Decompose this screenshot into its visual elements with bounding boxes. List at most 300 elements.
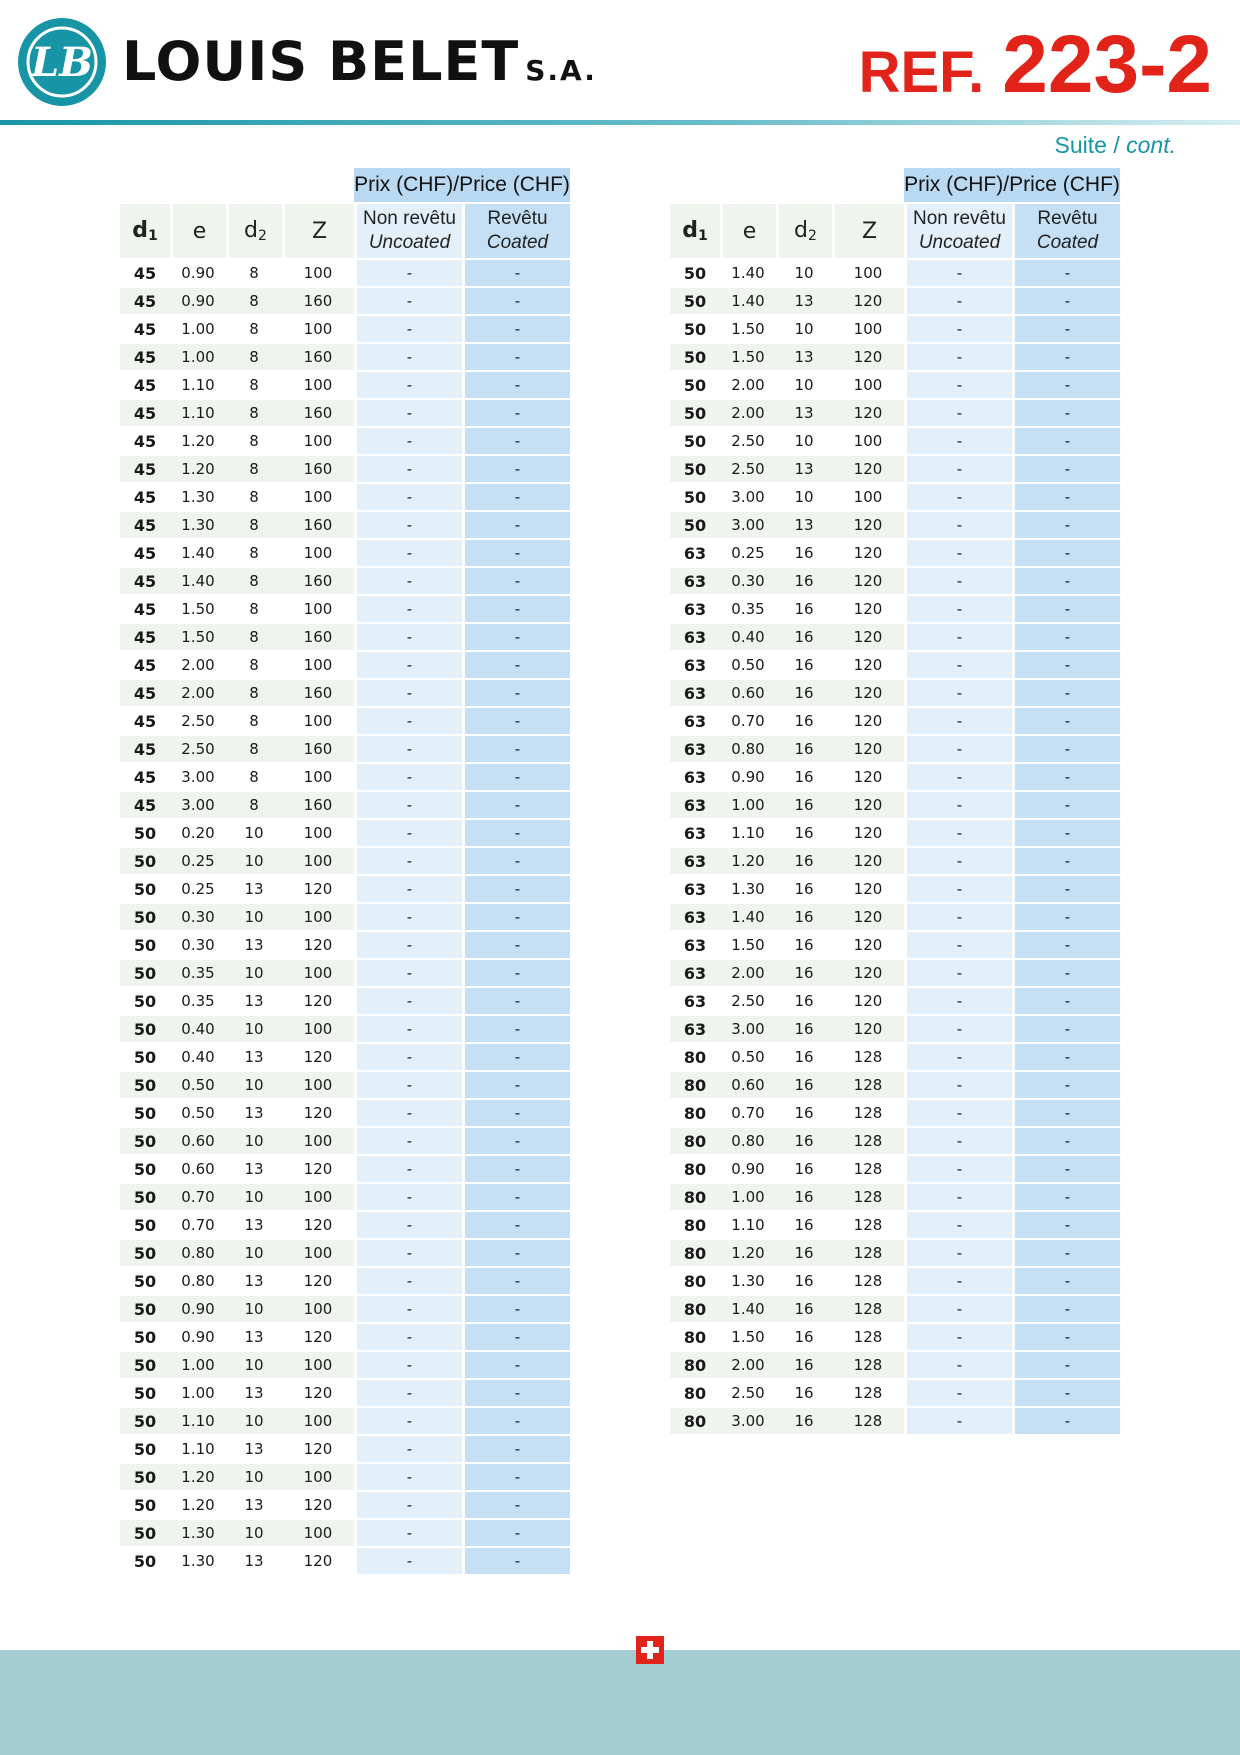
cell-d1: 63 [670,1016,720,1044]
cell-price-coated: - [462,1268,570,1296]
table-row [670,624,1120,652]
cell-d1: 45 [120,372,170,400]
cell-price-coated: - [462,568,570,596]
cell-z: 100 [282,596,354,624]
cell-d2: 13 [776,288,832,316]
col-e-header: e [720,204,776,260]
cell-d2: 13 [226,1044,282,1072]
cell-z: 100 [282,1128,354,1156]
col-d1-header: $d_1$ [120,204,170,260]
cell-z: 120 [282,1548,354,1576]
cell-price-uncoated: - [904,260,1012,288]
table-row [670,960,1120,988]
cell-d2: 10 [226,1240,282,1268]
table-row [120,1296,570,1324]
brand-name-text: LOUIS BELET [122,30,520,93]
table-row [120,876,570,904]
table-row [670,288,1120,316]
cell-price-coated: - [462,1128,570,1156]
cell-z: 120 [282,1436,354,1464]
col-d2-header: $d_2$ [776,204,832,260]
cell-d2: 10 [776,260,832,288]
cell-d1: 50 [120,1464,170,1492]
cell-e: 1.30 [170,1548,226,1576]
cell-e: 0.50 [170,1072,226,1100]
cell-d1: 45 [120,596,170,624]
cell-e: 1.20 [720,848,776,876]
cell-z: 100 [832,484,904,512]
cell-price-uncoated: - [354,1184,462,1212]
cell-z: 120 [282,1492,354,1520]
continued-label [1055,132,1176,159]
table-row [120,372,570,400]
cell-d1: 50 [120,1072,170,1100]
cell-d2: 16 [776,680,832,708]
cell-e: 1.10 [170,372,226,400]
cell-price-coated: - [1012,1268,1120,1296]
cell-e: 1.00 [170,316,226,344]
cell-e: 1.30 [170,512,226,540]
cell-d2: 16 [776,1296,832,1324]
cell-d1: 63 [670,960,720,988]
cell-e: 1.20 [170,1464,226,1492]
cell-d1: 80 [670,1044,720,1072]
table-row [670,568,1120,596]
cell-z: 120 [832,876,904,904]
table-row [670,1268,1120,1296]
cell-e: 0.25 [170,876,226,904]
cell-z: 120 [832,624,904,652]
cell-e: 0.60 [170,1156,226,1184]
cell-d2: 8 [226,764,282,792]
cell-price-uncoated: - [354,540,462,568]
cell-price-uncoated: - [904,400,1012,428]
cell-d1: 80 [670,1240,720,1268]
price-table-right [670,168,1120,1436]
cell-price-uncoated: - [354,1520,462,1548]
table-row [670,820,1120,848]
louis-belet-logo-icon [18,18,106,106]
cell-price-uncoated: - [354,652,462,680]
cell-price-coated: - [462,316,570,344]
header-divider [0,120,1240,125]
cell-e: 0.90 [720,1156,776,1184]
cell-d1: 50 [120,1156,170,1184]
cell-e: 1.00 [170,344,226,372]
cell-z: 100 [282,652,354,680]
cell-d1: 80 [670,1380,720,1408]
cell-e: 0.30 [170,904,226,932]
cell-d1: 45 [120,344,170,372]
cell-z: 100 [282,1520,354,1548]
cell-d1: 45 [120,456,170,484]
cell-e: 0.35 [170,960,226,988]
cell-price-coated: - [1012,960,1120,988]
table-row [670,512,1120,540]
table-row [670,1352,1120,1380]
cell-e: 0.80 [720,736,776,764]
cell-e: 3.00 [720,1016,776,1044]
cell-price-coated: - [1012,260,1120,288]
table-row [670,876,1120,904]
cell-price-uncoated: - [904,764,1012,792]
cell-d1: 50 [670,400,720,428]
cell-d1: 80 [670,1352,720,1380]
cell-d2: 13 [226,1268,282,1296]
cell-d1: 50 [120,1212,170,1240]
cell-price-uncoated: - [354,1464,462,1492]
cell-e: 0.60 [720,1072,776,1100]
cell-price-uncoated: - [354,512,462,540]
cell-d2: 8 [226,652,282,680]
cell-price-coated: - [1012,484,1120,512]
cell-d1: 50 [120,1492,170,1520]
col-e-header: e [170,204,226,260]
cell-price-coated: - [1012,344,1120,372]
cell-z: 120 [832,932,904,960]
cell-price-coated: - [462,1436,570,1464]
cell-d2: 10 [226,1016,282,1044]
cell-price-coated: - [462,960,570,988]
logo-monogram: LB [31,39,93,86]
cell-price-uncoated: - [904,1380,1012,1408]
cell-price-coated: - [462,1464,570,1492]
cell-price-coated: - [1012,1212,1120,1240]
table-row [120,568,570,596]
table-row [120,400,570,428]
cell-d1: 50 [120,1324,170,1352]
header-spacer [670,168,904,204]
cell-price-uncoated: - [354,680,462,708]
cell-price-coated: - [462,288,570,316]
table-row [120,680,570,708]
cell-z: 120 [282,988,354,1016]
cell-d1: 50 [120,988,170,1016]
cell-e: 1.50 [170,624,226,652]
cell-z: 160 [282,512,354,540]
cell-e: 0.50 [720,1044,776,1072]
cell-z: 128 [832,1128,904,1156]
cell-price-coated: - [462,1296,570,1324]
cell-d1: 63 [670,988,720,1016]
cell-price-coated: - [462,680,570,708]
cell-d1: 63 [670,680,720,708]
cell-price-uncoated: - [904,1352,1012,1380]
cell-e: 1.40 [720,1296,776,1324]
col-coated-header: Revêtu Coated [1012,204,1120,260]
cell-e: 3.00 [720,484,776,512]
cell-price-coated: - [462,792,570,820]
table-row [670,792,1120,820]
cell-price-uncoated: - [904,1016,1012,1044]
cell-price-coated: - [462,428,570,456]
cell-d1: 45 [120,680,170,708]
cell-d2: 13 [226,1156,282,1184]
cell-d1: 63 [670,568,720,596]
cell-price-uncoated: - [904,1240,1012,1268]
cell-z: 100 [832,260,904,288]
cell-z: 100 [282,764,354,792]
cell-price-coated: - [462,624,570,652]
cell-d1: 45 [120,708,170,736]
cell-d2: 13 [776,456,832,484]
table-row [670,1044,1120,1072]
cell-d1: 50 [670,456,720,484]
cell-price-coated: - [462,1492,570,1520]
cell-e: 2.50 [720,1380,776,1408]
cell-e: 1.10 [720,1212,776,1240]
cell-d2: 16 [776,848,832,876]
cell-price-coated: - [1012,932,1120,960]
cell-z: 128 [832,1184,904,1212]
reference-number [859,18,1212,112]
cell-z: 160 [282,344,354,372]
cell-z: 160 [282,568,354,596]
table-row [670,1240,1120,1268]
cell-price-coated: - [1012,1408,1120,1436]
cell-d1: 50 [120,904,170,932]
cell-z: 100 [282,820,354,848]
cell-z: 100 [282,540,354,568]
cell-d2: 16 [776,820,832,848]
cell-z: 160 [282,624,354,652]
table-row [670,1184,1120,1212]
cell-e: 0.35 [720,596,776,624]
table-row [670,484,1120,512]
cell-d2: 16 [776,1128,832,1156]
cell-z: 100 [832,316,904,344]
cell-d2: 10 [776,428,832,456]
cell-price-coated: - [1012,1184,1120,1212]
cell-z: 100 [282,428,354,456]
table-row [120,1128,570,1156]
cell-z: 100 [282,960,354,988]
col-z-header: Z [832,204,904,260]
cell-price-uncoated: - [354,1156,462,1184]
cell-d2: 8 [226,624,282,652]
table-row [670,428,1120,456]
cell-d2: 10 [776,316,832,344]
cell-d2: 8 [226,484,282,512]
cell-d1: 50 [120,1128,170,1156]
cell-price-coated: - [462,932,570,960]
cell-d2: 13 [226,1100,282,1128]
cell-price-coated: - [1012,904,1120,932]
cell-e: 2.00 [720,372,776,400]
table-body-right [670,260,1120,1436]
cell-d2: 8 [226,372,282,400]
cell-d1: 63 [670,764,720,792]
cell-e: 0.70 [720,708,776,736]
cell-d2: 8 [226,568,282,596]
cell-e: 2.50 [720,428,776,456]
table-row [120,1380,570,1408]
cell-d2: 10 [226,1520,282,1548]
cell-price-uncoated: - [904,1268,1012,1296]
cell-price-uncoated: - [354,904,462,932]
cell-d1: 50 [120,1352,170,1380]
cell-z: 120 [832,960,904,988]
cell-price-coated: - [1012,1380,1120,1408]
cell-e: 0.50 [720,652,776,680]
cell-price-coated: - [462,1352,570,1380]
cell-d2: 13 [226,1436,282,1464]
col-z-header: Z [282,204,354,260]
cell-d2: 10 [226,1352,282,1380]
cell-d1: 80 [670,1072,720,1100]
ref-label: REF. [858,40,985,105]
table-row [120,1044,570,1072]
cell-price-coated: - [462,876,570,904]
cell-e: 1.00 [720,1184,776,1212]
cell-d1: 63 [670,652,720,680]
cell-price-uncoated: - [354,1324,462,1352]
cell-price-coated: - [1012,792,1120,820]
cell-d2: 16 [776,1212,832,1240]
table-row [120,1492,570,1520]
table-row [120,960,570,988]
table-row [670,708,1120,736]
cell-d2: 10 [226,960,282,988]
cell-e: 0.60 [170,1128,226,1156]
cell-z: 120 [832,904,904,932]
cell-d2: 16 [776,1044,832,1072]
cell-price-coated: - [462,596,570,624]
cell-d2: 13 [776,512,832,540]
cell-e: 1.40 [170,568,226,596]
cell-d2: 8 [226,316,282,344]
cell-e: 0.30 [170,932,226,960]
cell-price-coated: - [1012,764,1120,792]
cell-e: 3.00 [720,512,776,540]
cell-price-coated: - [462,1548,570,1576]
cell-d1: 50 [120,1408,170,1436]
cell-price-coated: - [462,400,570,428]
cell-price-uncoated: - [904,344,1012,372]
table-row [670,680,1120,708]
cell-d2: 13 [226,1548,282,1576]
cell-d2: 8 [226,260,282,288]
cell-price-coated: - [462,1072,570,1100]
table-row [120,708,570,736]
cell-d2: 8 [226,792,282,820]
cell-price-coated: - [1012,988,1120,1016]
cell-e: 0.20 [170,820,226,848]
cell-price-coated: - [462,1156,570,1184]
cell-e: 0.50 [170,1100,226,1128]
cell-d1: 50 [670,512,720,540]
cell-price-uncoated: - [904,792,1012,820]
cell-e: 0.80 [170,1268,226,1296]
cell-e: 1.10 [170,1436,226,1464]
cell-d2: 13 [226,1324,282,1352]
cell-d2: 10 [226,904,282,932]
cell-price-coated: - [1012,652,1120,680]
cell-d2: 16 [776,1156,832,1184]
table-row [120,1464,570,1492]
table-row [120,736,570,764]
price-group-header: Prix (CHF)/Price (CHF) [904,168,1120,204]
cell-price-uncoated: - [904,1184,1012,1212]
cell-d1: 45 [120,652,170,680]
cell-z: 120 [832,288,904,316]
cell-price-coated: - [462,904,570,932]
cell-d2: 10 [226,1072,282,1100]
cell-d1: 50 [120,932,170,960]
table-row [670,372,1120,400]
cell-d2: 10 [226,848,282,876]
cell-price-uncoated: - [354,344,462,372]
cell-price-coated: - [462,1184,570,1212]
cell-z: 120 [282,1212,354,1240]
cell-price-coated: - [1012,540,1120,568]
table-row [120,988,570,1016]
cell-z: 120 [832,512,904,540]
cell-price-uncoated: - [354,288,462,316]
cell-price-uncoated: - [354,1436,462,1464]
cell-d1: 50 [120,848,170,876]
cell-z: 100 [282,1464,354,1492]
cell-d1: 80 [670,1268,720,1296]
cell-z: 100 [282,1240,354,1268]
cell-d1: 45 [120,512,170,540]
cell-e: 1.20 [170,456,226,484]
cell-d2: 8 [226,428,282,456]
cell-z: 120 [832,596,904,624]
cell-d2: 10 [776,372,832,400]
cell-d2: 16 [776,1072,832,1100]
cell-price-coated: - [1012,624,1120,652]
cell-d1: 50 [120,1016,170,1044]
cell-d2: 8 [226,540,282,568]
cell-price-uncoated: - [354,1100,462,1128]
cell-price-coated: - [462,456,570,484]
cell-d2: 16 [776,932,832,960]
page-footer-band [0,1650,1240,1755]
cell-d1: 50 [120,1436,170,1464]
cell-d1: 45 [120,568,170,596]
cell-d2: 16 [776,1268,832,1296]
cell-d2: 8 [226,456,282,484]
cell-e: 0.40 [720,624,776,652]
cell-price-coated: - [1012,1240,1120,1268]
cell-e: 0.90 [170,260,226,288]
cell-z: 128 [832,1212,904,1240]
cell-d2: 13 [226,932,282,960]
cell-d2: 16 [776,652,832,680]
cell-d2: 16 [776,876,832,904]
cell-e: 1.30 [170,1520,226,1548]
table-row [120,1100,570,1128]
table-row [120,1268,570,1296]
ref-number: 223-2 [1002,19,1212,110]
cell-e: 3.00 [720,1408,776,1436]
cell-e: 0.70 [170,1184,226,1212]
table-row [120,260,570,288]
cell-d2: 10 [776,484,832,512]
cell-price-uncoated: - [904,428,1012,456]
cell-price-coated: - [462,540,570,568]
cell-z: 128 [832,1044,904,1072]
cell-price-uncoated: - [354,1044,462,1072]
cell-d2: 10 [226,820,282,848]
table-row [120,288,570,316]
table-row [670,316,1120,344]
cell-e: 0.90 [170,1296,226,1324]
cell-e: 1.00 [720,792,776,820]
cell-price-uncoated: - [354,400,462,428]
cell-e: 1.30 [170,484,226,512]
